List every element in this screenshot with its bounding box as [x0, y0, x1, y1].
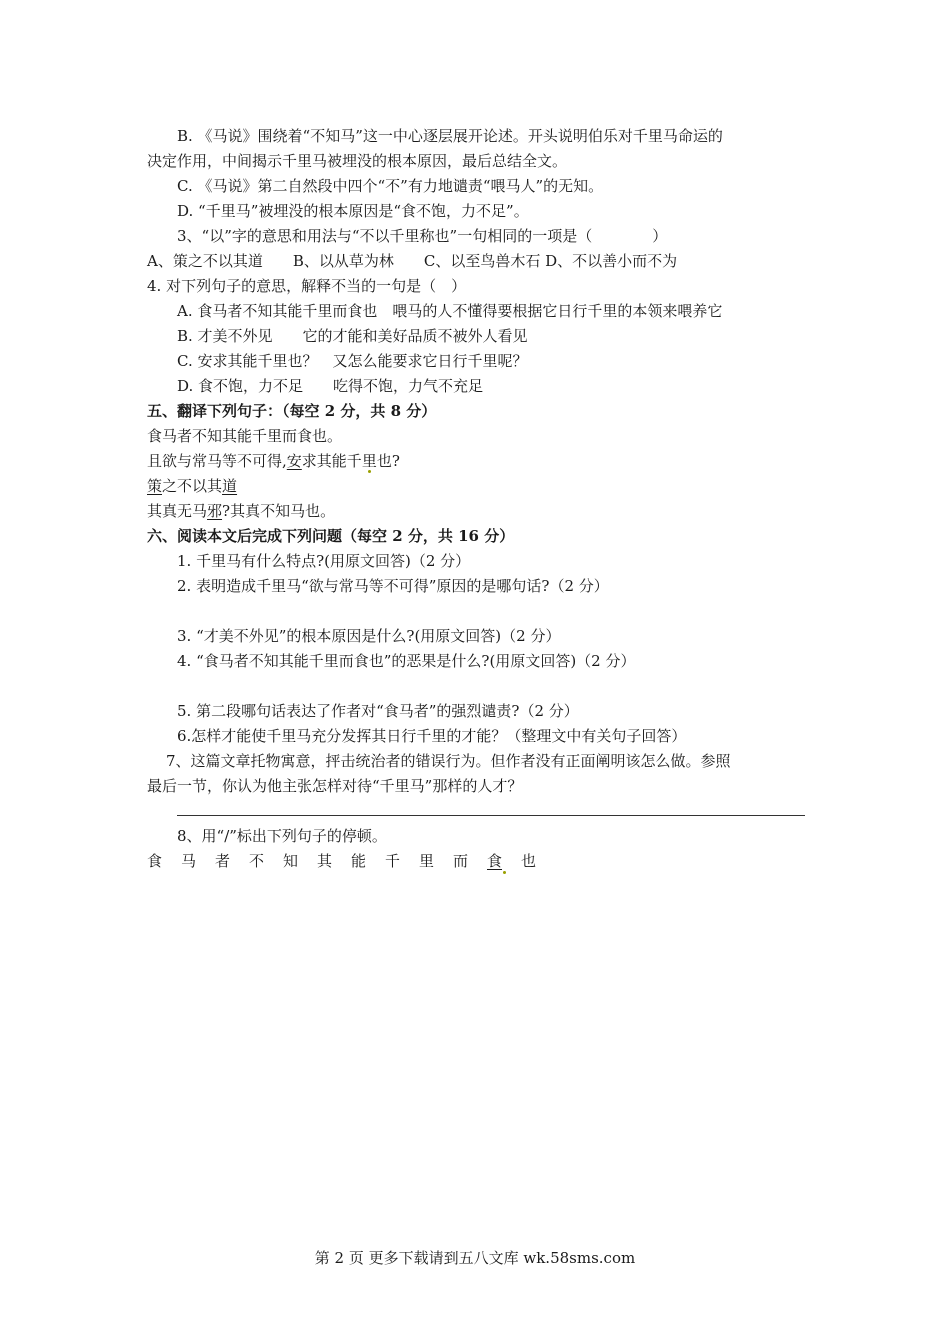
option-c: C. 《马说》第二自然段中四个“不”有力地谴责“喂马人”的无知。: [177, 177, 604, 195]
section-6-question-3: 3. “才美不外见”的根本原因是什么?(用原文回答)（2 分）: [177, 627, 561, 645]
sentence-char: 里: [419, 852, 435, 870]
sentence-char: 者: [215, 852, 231, 870]
section-6-question-6: 6.怎样才能使千里马充分发挥其日行千里的才能？（整理文中有关句子回答）: [177, 727, 687, 745]
option-d: D. “千里马”被埋没的根本原因是“食不饱，力不足”。: [177, 202, 529, 220]
sentence-char: 也: [521, 852, 537, 870]
sentence-char: 食: [147, 852, 163, 870]
section-6-question-7-line1: 7、这篇文章托物寓意，抨击统治者的错误行为。但作者没有正面阐明该怎么做。参照: [166, 752, 731, 770]
section-6-question-4: 4. “食马者不知其能千里而食也”的恶果是什么?(用原文回答)（2 分）: [177, 652, 636, 670]
sentence-char: 而: [453, 852, 469, 870]
question-4-stem: 4. 对下列句子的意思，解释不当的一句是（ ）: [147, 277, 467, 295]
sentence-char: 能: [351, 852, 367, 870]
section-5-heading: 五、翻译下列句子：（每空 2 分，共 8 分）: [147, 402, 437, 420]
translate-sentence-4: 其真无马邪?其真不知马也。: [147, 502, 336, 520]
question-4-option-b: B. 才美不外见 它的才能和美好品质不被外人看见: [177, 327, 528, 345]
option-b-line2: 决定作用，中间揭示千里马被埋没的根本原因，最后总结全文。: [147, 152, 568, 170]
translate-sentence-2: 且欲与常马等不可得,安求其能千里也?: [147, 452, 400, 470]
page-footer: 第 2 页 更多下载请到五八文库 wk.58sms.com: [314, 1249, 636, 1267]
section-6-question-2: 2. 表明造成千里马“欲与常马等不可得”原因的是哪句话?（2 分）: [177, 577, 609, 595]
pause-marking-sentence: [147, 851, 555, 871]
sentence-char: 马: [181, 852, 197, 870]
question-4-option-c: C. 安求其能千里也？ 又怎么能要求它日行千里呢？: [177, 352, 528, 370]
section-6-question-8: 8、用“/”标出下列句子的停顿。: [177, 827, 387, 845]
option-b-line1: B. 《马说》围绕着“不知马”这一中心逐层展开论述。开头说明伯乐对千里马命运的: [177, 127, 723, 145]
question-3-stem: 3、“以”字的意思和用法与“不以千里称也”一句相同的一项是（ ）: [177, 227, 668, 245]
sentence-char: 不: [249, 852, 265, 870]
sentence-char: 知: [283, 852, 299, 870]
question-4-option-d: D. 食不饱，力不足 吃得不饱，力气不充足: [177, 377, 484, 395]
section-6-heading: 六、阅读本文后完成下列问题（每空 2 分，共 16 分）: [147, 527, 515, 545]
question-3-choices: A、策之不以其道 B、以从草为林 C、以至鸟兽木石 D、不以善小而不为: [147, 252, 678, 270]
section-6-question-5: 5. 第二段哪句话表达了作者对“食马者”的强烈谴责?（2 分）: [177, 702, 579, 720]
sentence-char: 食: [487, 851, 521, 871]
question-4-option-a: A. 食马者不知其能千里而食也 喂马的人不懂得要根据它日行千里的本领来喂养它: [177, 302, 723, 320]
sentence-char: 千: [385, 852, 401, 870]
translate-sentence-3: 策之不以其道: [147, 477, 238, 495]
answer-line: [177, 815, 805, 816]
section-6-question-1: 1. 千里马有什么特点?(用原文回答)（2 分）: [177, 552, 471, 570]
sentence-char: 其: [317, 852, 333, 870]
translate-sentence-1: 食马者不知其能千里而食也。: [147, 427, 343, 445]
section-6-question-7-line2: 最后一节，你认为他主张怎样对待“千里马”那样的人才？: [147, 777, 523, 795]
